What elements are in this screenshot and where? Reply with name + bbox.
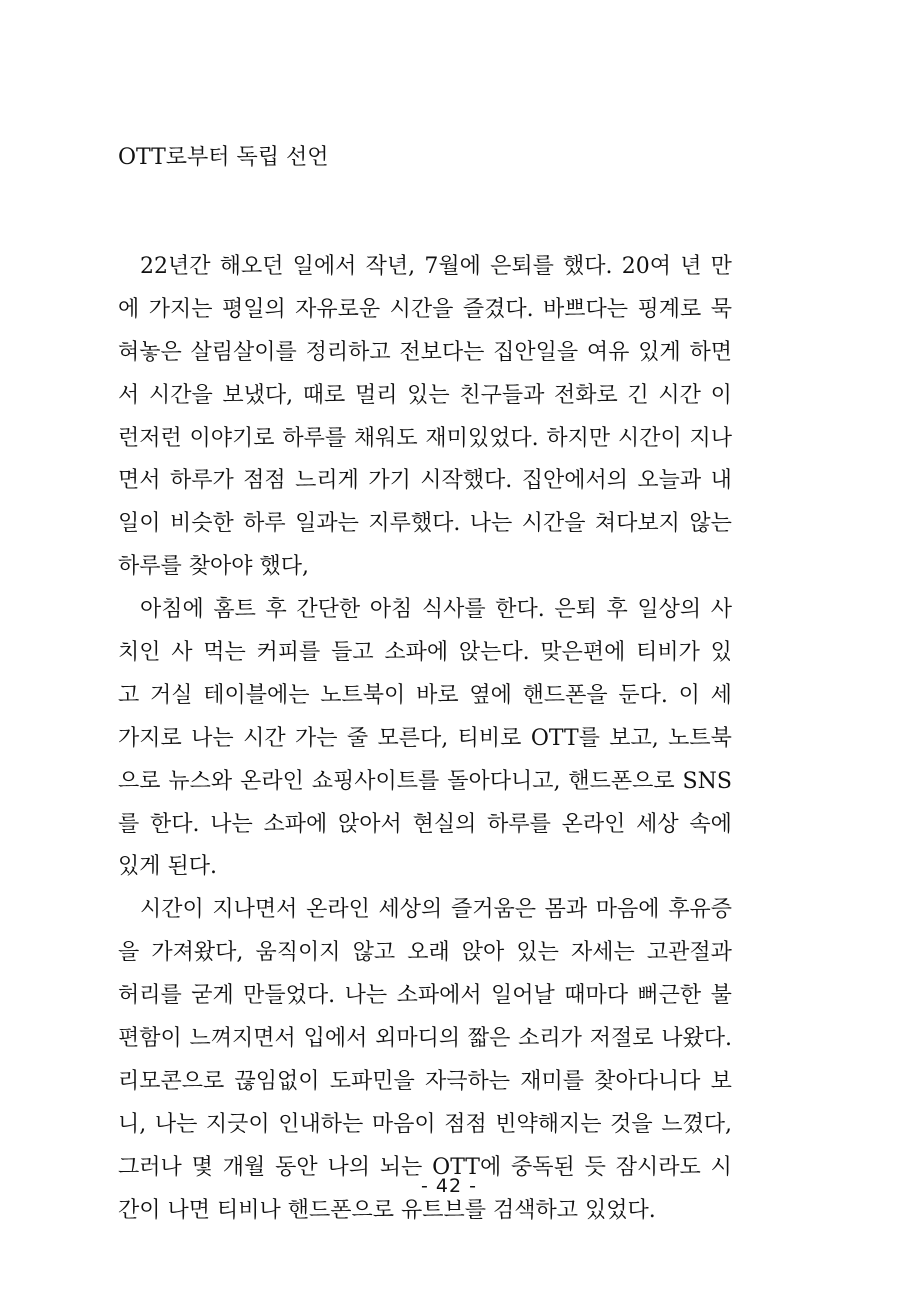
word: 시간 — [243, 725, 286, 751]
word: 긴 — [627, 382, 649, 408]
word: 전화로 — [554, 382, 618, 408]
word: 돌아다니고, — [447, 768, 561, 794]
word: 몸과 — [544, 897, 588, 923]
word: 사 — [171, 640, 193, 666]
word: 작년, — [365, 254, 416, 279]
word: 빈약해지는 — [495, 1111, 602, 1137]
word: 비슷한 — [169, 511, 234, 537]
word: 일이 — [118, 511, 161, 537]
word: 년 — [680, 254, 702, 279]
word: 시작했다. — [420, 468, 513, 494]
text-line — [118, 932, 732, 975]
word: 핸드폰으로 — [568, 768, 675, 794]
word: 저절로 — [589, 1026, 654, 1052]
word: 하지만 — [546, 425, 611, 451]
word: 으로 — [118, 768, 161, 794]
word: 편함이 — [118, 1026, 182, 1052]
word: 맞은편에 — [540, 640, 626, 666]
word: 쳐다보지 — [594, 511, 680, 537]
word: 오래 — [407, 940, 450, 966]
word: 지나면서 — [212, 897, 298, 923]
word: 개월 — [222, 1154, 266, 1180]
word: 지루했다. — [368, 511, 461, 537]
word: 듯 — [584, 1154, 606, 1180]
text-line — [118, 975, 732, 1018]
word: 있는 — [516, 940, 559, 966]
word: 현실의 — [412, 811, 477, 837]
word: 한다. — [150, 811, 200, 837]
word: 노트북이 — [320, 682, 406, 708]
word: 을 — [118, 940, 140, 966]
word: 끊임없이 — [234, 1068, 320, 1094]
word: 짧은 — [467, 1026, 511, 1052]
text-line — [118, 375, 732, 418]
word: 채워도 — [353, 425, 418, 451]
word: 소리가 — [518, 1026, 582, 1052]
word: 오늘과 — [637, 468, 702, 494]
word: 아침에 — [140, 597, 204, 623]
word: 소파에서 — [396, 983, 482, 1009]
word: 후 — [606, 597, 628, 623]
word: 전보다는 — [399, 339, 485, 365]
word: 간단한 — [296, 597, 361, 623]
word: 치인 — [118, 640, 161, 666]
word: 인내하는 — [278, 1111, 364, 1137]
word: 허리를 — [118, 983, 182, 1009]
word: OTT에 — [432, 1154, 502, 1180]
word: 때마다 — [564, 983, 628, 1009]
word: 느껴지면서 — [189, 1026, 296, 1052]
word: 핸드폰을 — [522, 682, 608, 708]
word: 가는 — [294, 725, 338, 751]
text-line — [118, 632, 732, 675]
word: 앉아 — [461, 940, 505, 966]
word: 만들었다. — [243, 983, 336, 1009]
word: 앉는다. — [458, 640, 530, 666]
text-line — [118, 589, 732, 632]
word: 도파민을 — [329, 1068, 415, 1094]
word: 즐거움은 — [450, 897, 536, 923]
word: 거실 — [150, 682, 193, 708]
word: 가져왔다, — [151, 940, 244, 966]
word: 시간이 — [140, 897, 204, 923]
text-line: 하루를 찾아야 했다, — [118, 554, 309, 580]
word: 가지는 — [148, 296, 213, 322]
word: 속에 — [689, 811, 732, 837]
word: 자유로운 — [295, 296, 381, 322]
word: 테이블에는 — [203, 682, 310, 708]
word: 뉴스와 — [168, 768, 233, 794]
word: 보 — [710, 1068, 732, 1094]
word: 자세는 — [571, 940, 635, 966]
word: 일어날 — [491, 983, 555, 1009]
word: 은퇴 — [554, 597, 597, 623]
word: 나의 — [327, 1154, 370, 1180]
text-line — [118, 718, 732, 761]
word: 이 — [678, 682, 700, 708]
word: 외마디의 — [375, 1026, 461, 1052]
word: 느꼈다, — [661, 1111, 732, 1137]
word: 그러나 — [118, 1154, 182, 1180]
word: 멀리 — [354, 382, 398, 408]
word: 굳게 — [191, 983, 234, 1009]
word: 니, — [118, 1111, 147, 1137]
word: 여유 — [586, 339, 630, 365]
word: 혀놓은 — [118, 339, 182, 365]
word: 것을 — [610, 1111, 653, 1137]
word: 시간을 — [148, 382, 213, 408]
word: 집안에서의 — [521, 468, 628, 494]
word: 일상의 — [637, 597, 702, 623]
word: 옆에 — [469, 682, 512, 708]
word: 아침 — [369, 597, 413, 623]
word: 리모콘으로 — [118, 1068, 225, 1094]
word: 보고, — [609, 725, 659, 751]
word: 식사를 — [421, 597, 486, 623]
word: 시 — [710, 1154, 732, 1180]
word: 사 — [710, 597, 732, 623]
text-line — [118, 418, 732, 461]
word: 보냈다, — [222, 382, 294, 408]
word: 정리하고 — [305, 339, 391, 365]
text-line — [118, 804, 732, 847]
word: 뻐근한 — [637, 983, 702, 1009]
word: 22년간 — [140, 254, 211, 279]
word: 세 — [710, 682, 732, 708]
word: 모른다, — [377, 725, 449, 751]
word: 티비가 — [636, 640, 700, 666]
word: 나는 — [469, 511, 513, 537]
word: 시간을 — [389, 296, 454, 322]
word: 를 — [118, 811, 140, 837]
word: 런저런 — [118, 425, 182, 451]
text-line — [118, 289, 732, 332]
word: 온라인 — [561, 811, 626, 837]
word: 하루를 — [487, 811, 551, 837]
word: 몇 — [191, 1154, 213, 1180]
word: 나는 — [191, 725, 234, 751]
text-line: 간이 나면 티비나 핸드폰으로 유트브를 검색하고 있었다. — [118, 1197, 656, 1223]
word: 후유증 — [668, 897, 732, 923]
word: 이 — [710, 382, 732, 408]
text-line — [118, 332, 732, 375]
word: 만 — [710, 254, 732, 279]
word: 집안일을 — [493, 339, 579, 365]
word: 20여 — [621, 254, 671, 279]
word: 쇼핑사이트를 — [311, 768, 440, 794]
text-line — [118, 761, 732, 804]
word: 커피를 — [256, 640, 321, 666]
word: 소파에 — [384, 640, 449, 666]
word: 일과는 — [295, 511, 359, 537]
word: 뇌는 — [379, 1154, 423, 1180]
word: 때로 — [302, 382, 346, 408]
word: 바로 — [416, 682, 459, 708]
word: 평일의 — [221, 296, 286, 322]
word: 찾아다니다 — [594, 1068, 701, 1094]
word: 에 — [118, 296, 140, 322]
word: 잠시라도 — [615, 1154, 701, 1180]
word: 노트북 — [668, 725, 732, 751]
word: 점점 — [243, 468, 286, 494]
word: 않고 — [352, 940, 396, 966]
word: 않는 — [689, 511, 732, 537]
word: 시간이 — [617, 425, 682, 451]
word: 고 — [118, 682, 140, 708]
word: 홈트 — [213, 597, 256, 623]
text-line — [118, 246, 732, 289]
word: 입에서 — [303, 1026, 368, 1052]
word: 재미있었다. — [425, 425, 539, 451]
word: 즐겼다. — [462, 296, 534, 322]
word: 가지로 — [118, 725, 182, 751]
word: 자극하는 — [424, 1068, 510, 1094]
word: 있 — [710, 640, 732, 666]
text-line — [118, 503, 732, 546]
word: 티비로 — [457, 725, 522, 751]
word: 앉아서 — [338, 811, 402, 837]
word: OTT를 — [530, 725, 600, 751]
text-line: 있게 된다. — [118, 854, 217, 880]
word: 해오던 — [219, 254, 284, 279]
word: 고관절과 — [646, 940, 732, 966]
word: 온라인 — [240, 768, 304, 794]
word: 세상 — [636, 811, 679, 837]
word: 움직이지 — [255, 940, 341, 966]
word: 동안 — [275, 1154, 318, 1180]
word: 면서 — [118, 468, 161, 494]
word: 시간을 — [521, 511, 586, 537]
word: 일에서 — [292, 254, 357, 279]
word: 하면 — [689, 339, 732, 365]
word: 은퇴를 — [490, 254, 554, 279]
word: 살림살이를 — [190, 339, 297, 365]
word: 이야기로 — [189, 425, 275, 451]
text-line — [118, 1104, 732, 1147]
word: 하루를 — [282, 425, 347, 451]
word: 서 — [118, 382, 140, 408]
word: 점점 — [444, 1111, 487, 1137]
word: 나왔다. — [661, 1026, 732, 1052]
text-line — [118, 675, 732, 718]
word: 중독된 — [511, 1154, 575, 1180]
word: 내 — [710, 468, 732, 494]
word: 느리게 — [295, 468, 359, 494]
word: 가기 — [368, 468, 411, 494]
word: 7월에 — [424, 254, 481, 279]
word: 한다. — [495, 597, 545, 623]
word: 나는 — [210, 811, 253, 837]
word: 묵 — [710, 296, 732, 322]
word: 온라인 — [306, 897, 370, 923]
word: 재미를 — [520, 1068, 584, 1094]
word: 하루 — [243, 511, 286, 537]
word: SNS — [682, 768, 732, 794]
word: 나는 — [154, 1111, 198, 1137]
text-line — [118, 889, 732, 932]
word: 소파에 — [263, 811, 328, 837]
word: 마음에 — [595, 897, 660, 923]
word: 바쁘다는 — [543, 296, 629, 322]
word: 지긋이 — [205, 1111, 270, 1137]
word: 친구들과 — [459, 382, 545, 408]
text-line — [118, 1061, 732, 1104]
word: 먹는 — [203, 640, 246, 666]
text-line — [118, 1018, 732, 1061]
page-number: - 42 - — [421, 1175, 477, 1197]
word: 지나 — [689, 425, 732, 451]
word: 세상의 — [378, 897, 443, 923]
word: 들고 — [331, 640, 374, 666]
word: 줄 — [346, 725, 369, 751]
word: 핑계로 — [637, 296, 702, 322]
word: 하루가 — [169, 468, 234, 494]
word: 나는 — [344, 983, 388, 1009]
body-text — [118, 246, 732, 1232]
page-title: OTT로부터 독립 선언 — [118, 145, 329, 170]
word: 시간 — [658, 382, 701, 408]
word: 불 — [710, 983, 732, 1009]
word: 후 — [265, 597, 287, 623]
text-line — [118, 460, 732, 503]
word: 있는 — [407, 382, 450, 408]
word: 있게 — [638, 339, 681, 365]
word: 둔다. — [618, 682, 668, 708]
word: 마음이 — [371, 1111, 436, 1137]
word: 했다. — [563, 254, 613, 279]
